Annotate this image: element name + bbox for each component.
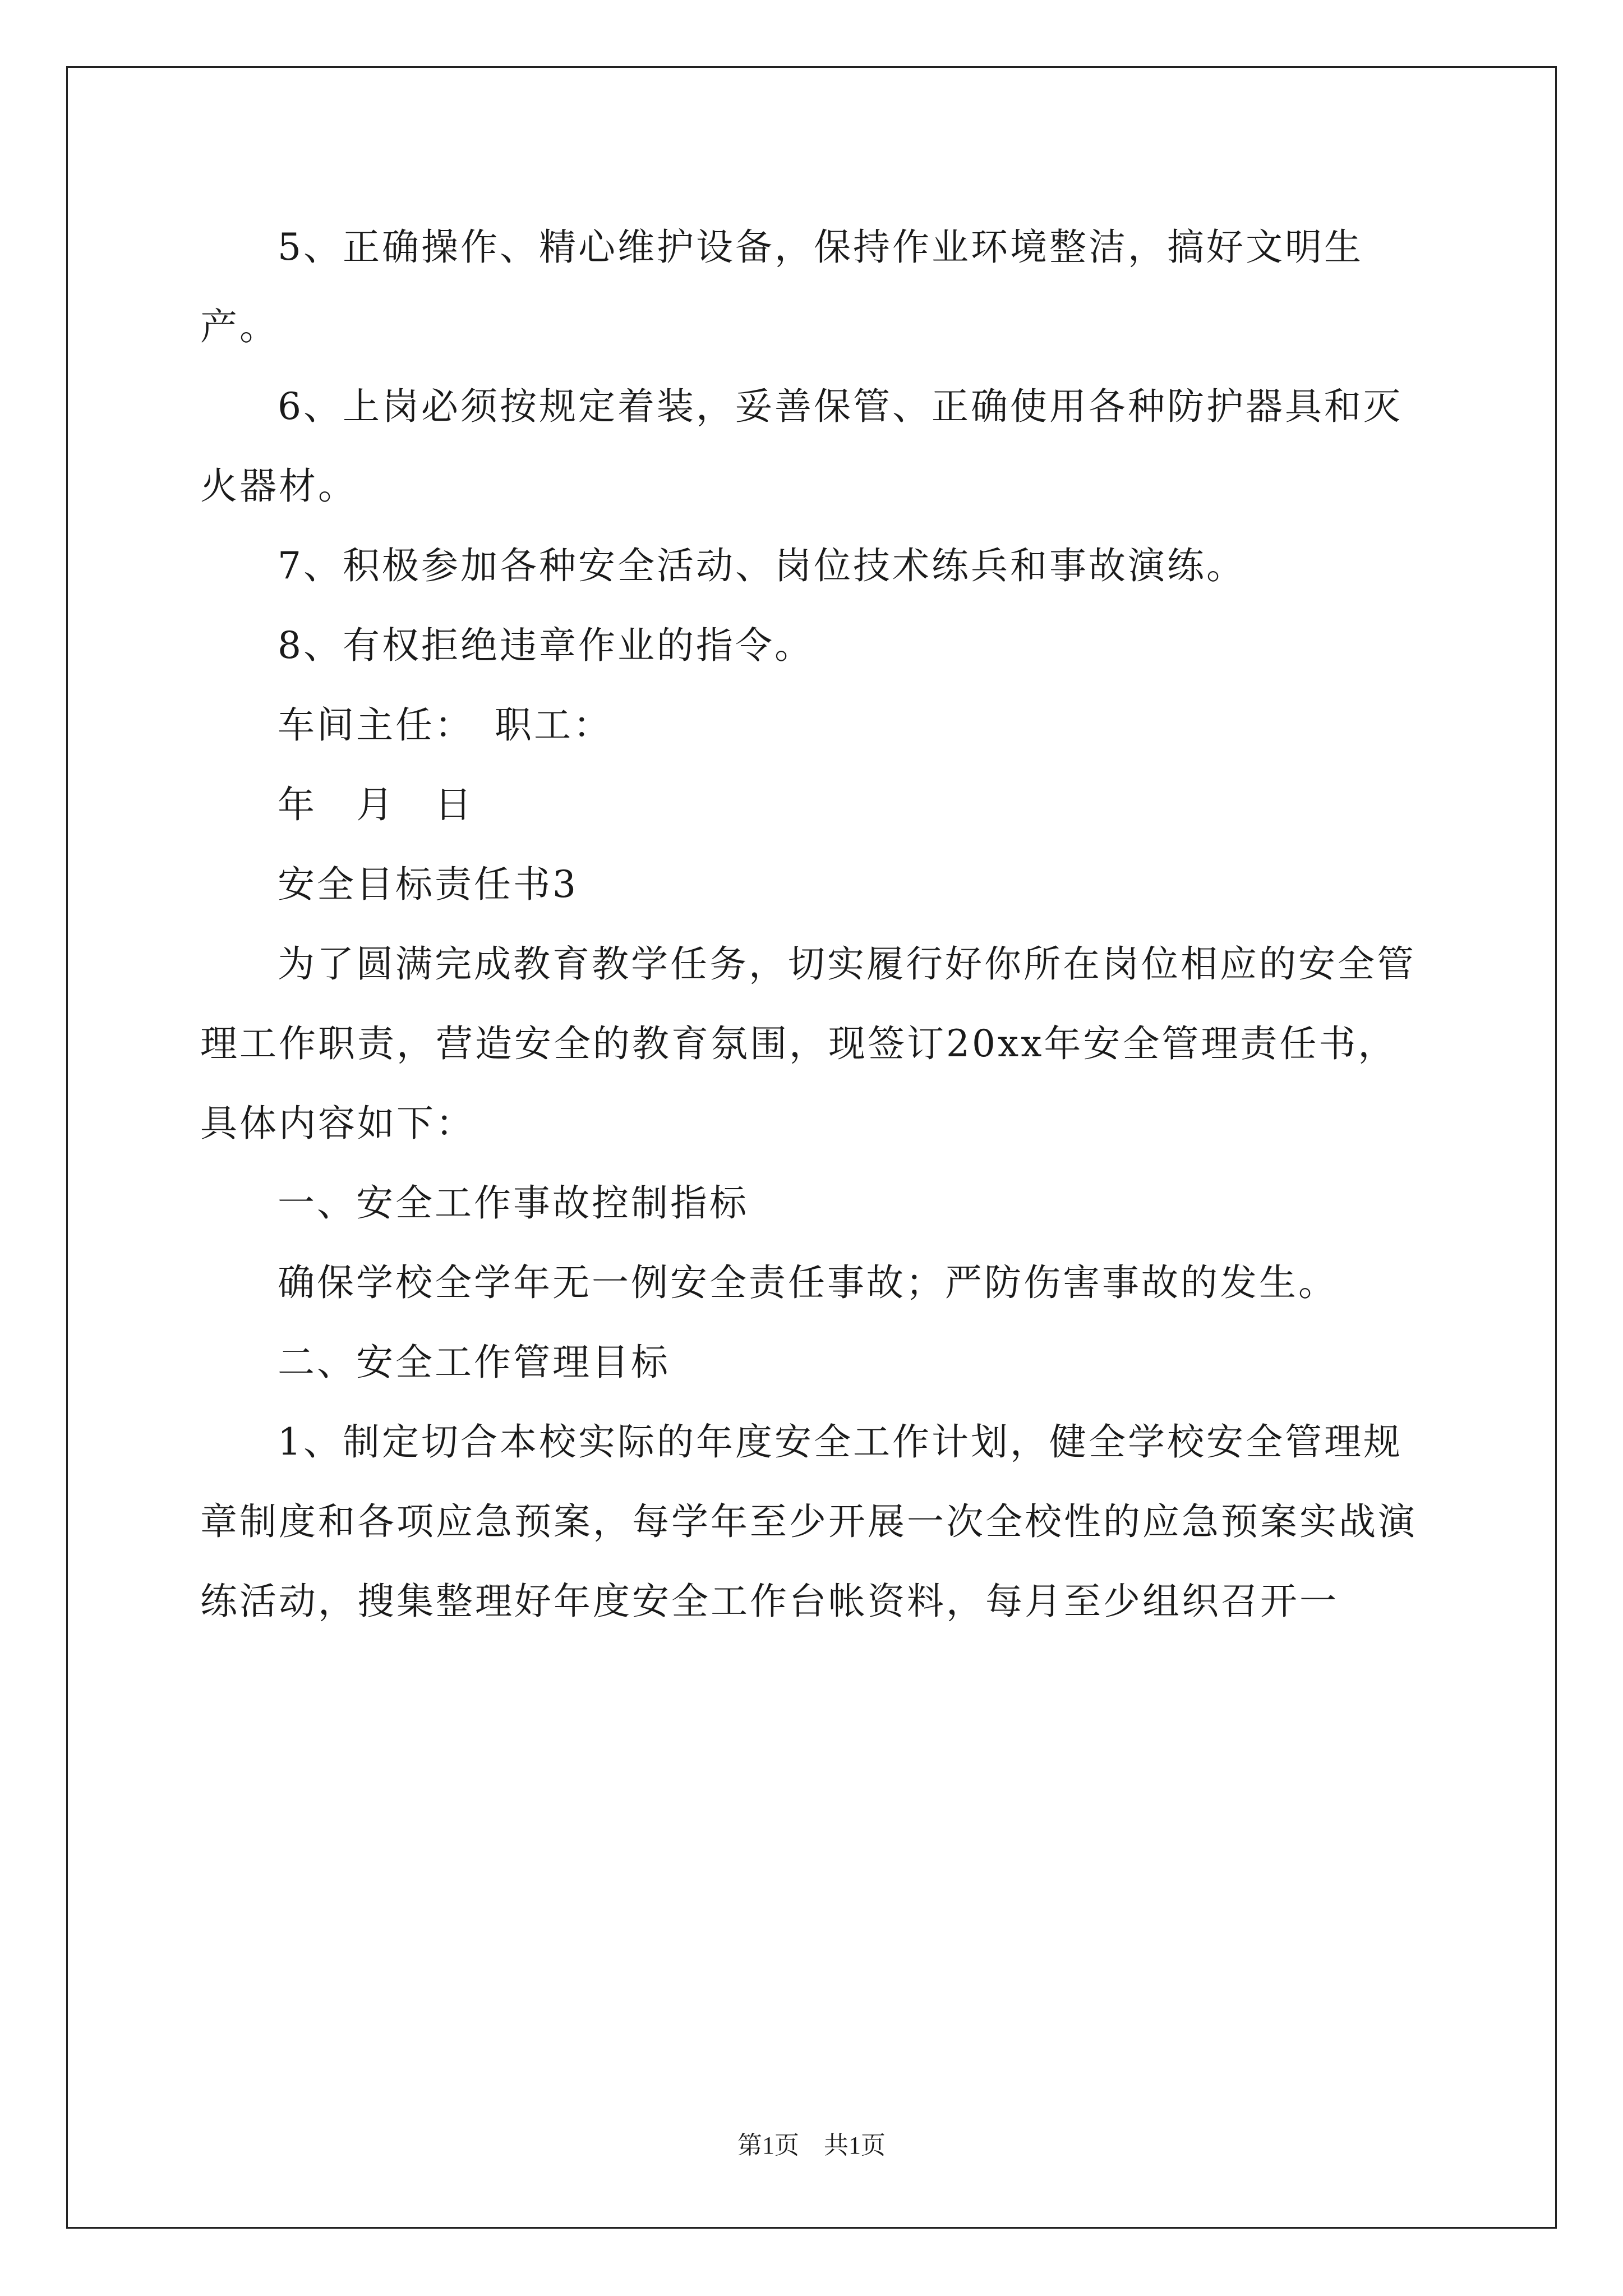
intro-paragraph: 为了圆满完成教育教学任务，切实履行好你所在岗位相应的安全管理工作职责，营造安全的教育氛围，现签订20xx年安全管理责任书，具体内容如下：	[200, 942, 1416, 1145]
paragraph-item-5: 5、正确操作、精心维护设备，保持作业环境整洁，搞好文明生产。	[200, 226, 1363, 348]
signature-line: 车间主任： 职工：	[278, 703, 612, 747]
subheading-management-goals: 二、安全工作管理目标	[278, 1341, 670, 1384]
subheading-accident-control: 一、安全工作事故控制指标	[278, 1181, 749, 1225]
page-footer: 第1页 共1页	[737, 2132, 886, 2159]
section-heading: 安全目标责任书3	[278, 863, 578, 906]
paragraph-item-7: 7、积极参加各种安全活动、岗位技术练兵和事故演练。	[278, 544, 1246, 587]
management-goal-item-1: 1、制定切合本校实际的年度安全工作计划，健全学校安全管理规章制度和各项应急预案，每学年至少开展一次全校性的应急预案实战演练活动，搜集整理好年度安全工作台帐资料，每月至少组织召开一	[200, 1420, 1417, 1623]
accident-control-paragraph: 确保学校全学年无一例安全责任事故；严防伤害事故的发生。	[278, 1261, 1338, 1304]
paragraph-item-6: 6、上岗必须按规定着装，妥善保管、正确使用各种防护器具和灭火器材。	[200, 385, 1403, 508]
document-body	[200, 208, 1430, 1641]
date-line: 年 月 日	[278, 783, 474, 826]
paragraph-item-8: 8、有权拒绝违章作业的指令。	[278, 624, 814, 667]
